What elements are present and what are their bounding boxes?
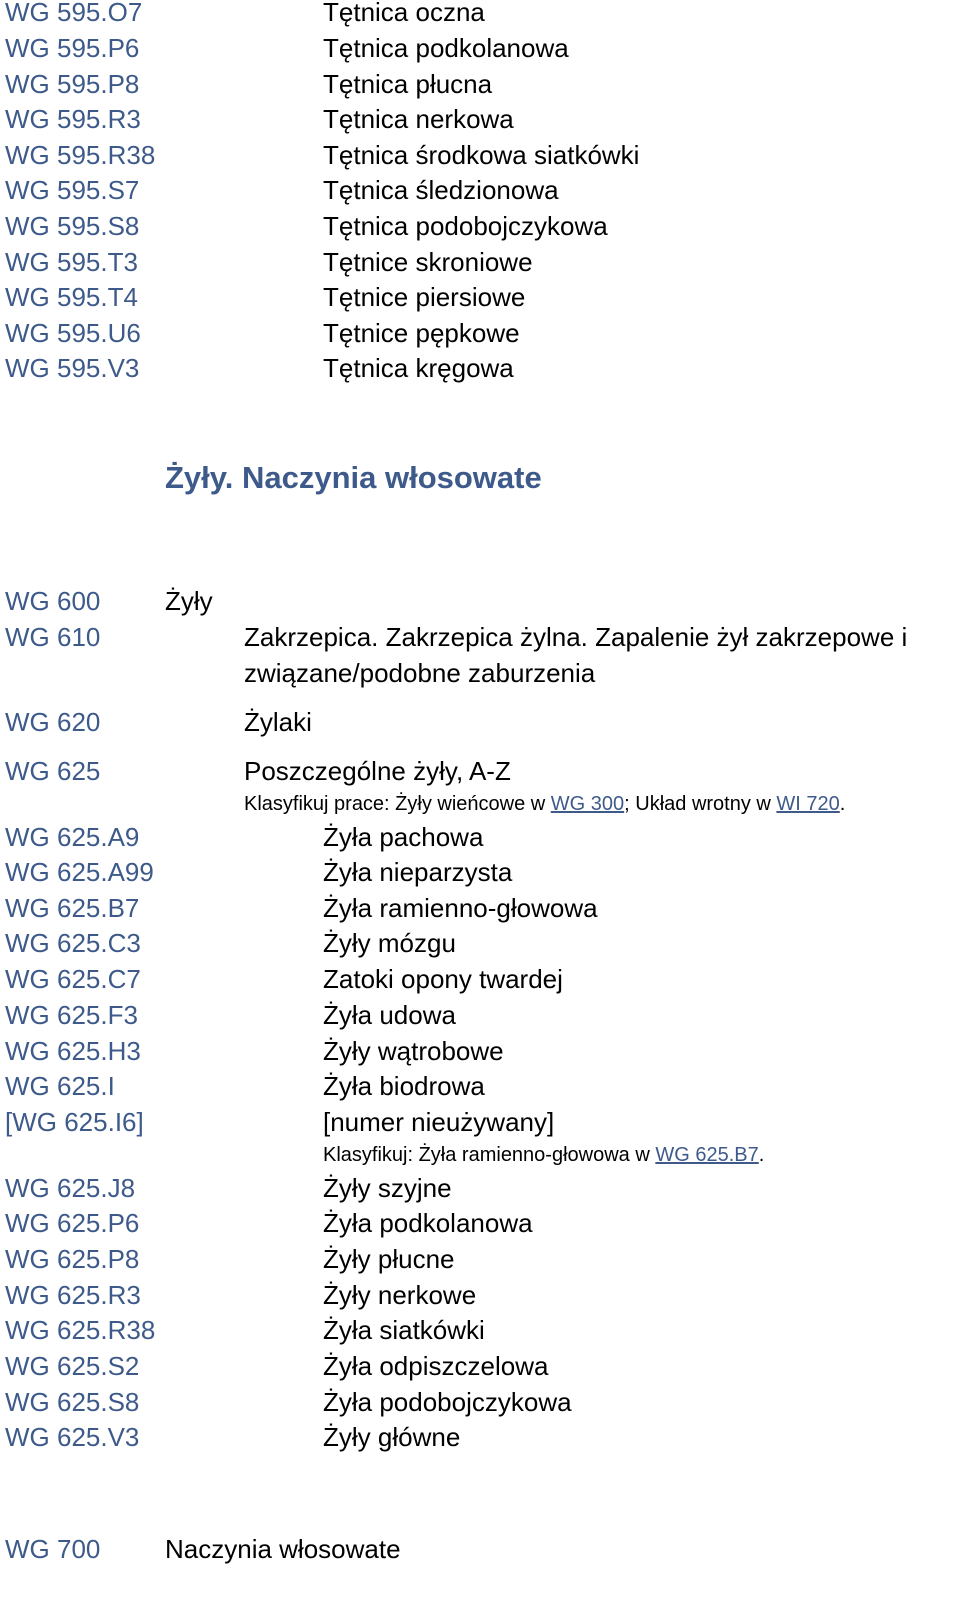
classification-code: WG 625 <box>5 756 101 786</box>
classification-label: Żyły wątrobowe <box>323 1036 504 1066</box>
classification-label: [numer nieużywany] <box>323 1107 555 1137</box>
classification-label: Tętnica podobojczykowa <box>323 211 608 241</box>
cross-reference-link[interactable]: WI 720 <box>776 793 840 815</box>
classification-label: Żyła pachowa <box>323 822 484 852</box>
classification-label: Tętnica płucna <box>323 69 493 99</box>
classification-note <box>323 1142 764 1168</box>
section-heading: Żyły. Naczynia włosowate <box>165 460 542 495</box>
classification-code: WG 620 <box>5 707 101 737</box>
classification-code: WG 700 <box>5 1534 101 1564</box>
classification-code: WG 625.A99 <box>5 857 154 887</box>
classification-code: WG 625.S2 <box>5 1351 140 1381</box>
classification-label: Tętnice piersiowe <box>323 282 526 312</box>
classification-label: Tętnice skroniowe <box>323 247 533 277</box>
classification-label: Żyła nieparzysta <box>323 857 513 887</box>
classification-note <box>244 791 845 817</box>
classification-code: WG 625.R38 <box>5 1315 156 1345</box>
classification-code: WG 595.P8 <box>5 69 140 99</box>
classification-code: WG 625.A9 <box>5 822 140 852</box>
classification-label: Zakrzepica. Zakrzepica żylna. Zapalenie żył zakrzepowe i związane/podobne zaburzenia <box>244 622 908 688</box>
classification-label: Tętnica nerkowa <box>323 104 514 134</box>
classification-label: Żyła podkolanowa <box>323 1208 533 1238</box>
classification-code: WG 625.V3 <box>5 1422 140 1452</box>
classification-label: Żyły płucne <box>323 1244 455 1274</box>
classification-label: Tętnica środkowa siatkówki <box>323 140 640 170</box>
list-item <box>0 619 960 691</box>
note-text: . <box>839 793 846 815</box>
classification-label: Żylaki <box>244 707 312 737</box>
classification-label: Żyły nerkowe <box>323 1280 477 1310</box>
classification-code: WG 625.C3 <box>5 928 141 958</box>
classification-code: WG 595.P6 <box>5 33 140 63</box>
classification-code: WG 595.S7 <box>5 175 140 205</box>
classification-label: Żyła udowa <box>323 1000 456 1030</box>
classification-label: Żyły <box>165 586 213 616</box>
classification-code: WG 600 <box>5 586 101 616</box>
classification-code: WG 625.I <box>5 1071 115 1101</box>
classification-label: Zatoki opony twardej <box>323 964 563 994</box>
classification-label: Poszczególne żyły, A-Z <box>244 756 511 786</box>
classification-label: Tętnica podkolanowa <box>323 33 569 63</box>
classification-code: WG 625.F3 <box>5 1000 138 1030</box>
classification-code: WG 595.U6 <box>5 318 141 348</box>
classification-label: Żyła ramienno-głowowa <box>323 893 598 923</box>
classification-code: WG 595.T3 <box>5 247 138 277</box>
classification-code: WG 610 <box>5 622 101 652</box>
classification-label: Żyła biodrowa <box>323 1071 485 1101</box>
classification-code: WG 625.H3 <box>5 1036 141 1066</box>
classification-label: Naczynia włosowate <box>165 1534 401 1564</box>
classification-label: Tętnice pępkowe <box>323 318 520 348</box>
classification-label: Tętnica oczna <box>323 0 485 27</box>
note-text: . <box>758 1144 765 1166</box>
classification-code: WG 625.S8 <box>5 1387 140 1417</box>
classification-code: WG 625.R3 <box>5 1280 141 1310</box>
note-text: ; Układ wrotny w <box>624 793 777 815</box>
classification-code: WG 595.O7 <box>5 0 143 27</box>
classification-code: WG 595.V3 <box>5 353 140 383</box>
note-text: Klasyfikuj prace: Żyły wieńcowe w <box>244 793 551 815</box>
classification-code: WG 625.C7 <box>5 964 141 994</box>
classification-code: WG 625.P8 <box>5 1244 140 1274</box>
classification-code: WG 595.R38 <box>5 140 156 170</box>
cross-reference-link[interactable]: WG 300 <box>550 793 625 815</box>
classification-code: WG 595.S8 <box>5 211 140 241</box>
classification-label: Żyły mózgu <box>323 928 456 958</box>
classification-label: Żyła siatkówki <box>323 1315 485 1345</box>
classification-label: Tętnica kręgowa <box>323 353 514 383</box>
classification-code: WG 595.R3 <box>5 104 141 134</box>
note-text: Klasyfikuj: Żyła ramienno-głowowa w <box>323 1144 656 1166</box>
classification-code: [WG 625.I6] <box>5 1107 144 1137</box>
classification-code: WG 625.B7 <box>5 893 140 923</box>
classification-label: Żyła odpiszczelowa <box>323 1351 549 1381</box>
classification-code: WG 625.J8 <box>5 1173 136 1203</box>
classification-code: WG 625.P6 <box>5 1208 140 1238</box>
classification-label: Tętnica śledzionowa <box>323 175 559 205</box>
classification-label: Żyły główne <box>323 1422 461 1452</box>
classification-label: Żyły szyjne <box>323 1173 452 1203</box>
cross-reference-link[interactable]: WG 625.B7 <box>655 1144 759 1166</box>
classification-code: WG 595.T4 <box>5 282 138 312</box>
classification-label: Żyła podobojczykowa <box>323 1387 572 1417</box>
